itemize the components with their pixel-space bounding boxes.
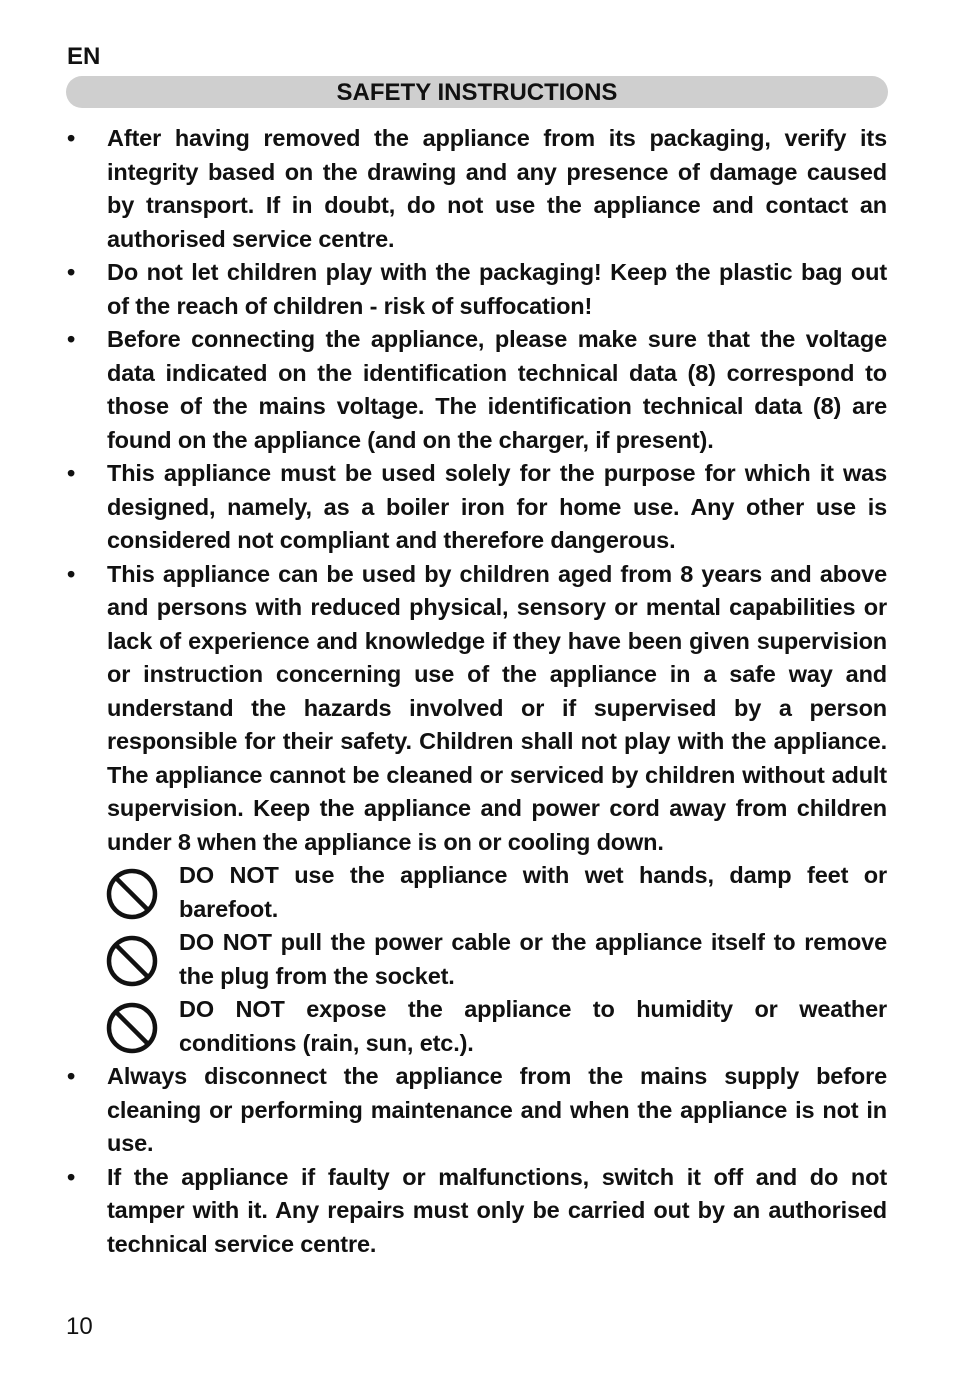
warning-item (179, 993, 887, 1060)
list-item-text: After having removed the appliance from its packaging, verify its integrity based on the drawing and any presence of damage caused by transport. If in doubt, do not use the appliance and contact an authorised service centre. (107, 125, 887, 252)
warning-item (179, 859, 887, 926)
bullet-icon: • (66, 1163, 76, 1190)
list-item-text: This appliance must be used solely for the purpose for which it was designed, namely, as a boiler iron for home use. Any other use is considered not compliant and therefore dangerous. (107, 460, 887, 553)
warning-item (179, 926, 887, 993)
list-item-text: If the appliance if faulty or malfunctions, switch it off and do not tamper with it. Any repairs must only be carried out by an authorised technical service centre. (107, 1163, 887, 1257)
warning-text: DO NOT use the appliance with wet hands, damp feet or barefoot. (179, 862, 887, 922)
list-item (66, 558, 887, 860)
warning-text: DO NOT expose the appliance to humidity or weather conditions (rain, sun, etc.). (179, 996, 887, 1056)
list-item (66, 256, 887, 323)
bullet-icon: • (66, 326, 76, 352)
prohibition-icon (105, 1001, 159, 1055)
list-item-text: This appliance can be used by children aged from 8 years and above and persons with reduced physical, sensory or mental capabilities or lack of experience and knowledge if they have been given supervision or instruction concerning use of the appliance in a safe way and understand the hazards involved or if supervised by a person responsible for their safety. Children shall not play with the appliance. The appliance cannot be cleaned or serviced by children without adult supervision. Keep the appliance and power cord away from children under 8 when the appliance is on or cooling down. (107, 560, 887, 855)
bullet-icon: • (66, 125, 76, 151)
list-item (66, 1161, 887, 1262)
list-item (66, 457, 887, 558)
bullet-icon: • (66, 1063, 76, 1089)
bullet-icon: • (66, 460, 76, 486)
list-item-text: Always disconnect the appliance from the mains supply before cleaning or performing maintenance and when the appliance is not in use. (107, 1063, 887, 1156)
bullet-icon: • (66, 560, 76, 587)
list-item (66, 323, 887, 457)
bullet-icon: • (66, 259, 76, 285)
list-item-text: Before connecting the appliance, please make sure that the voltage data indicated on the identification technical data (8) correspond to those of the mains voltage. The identification technical data (8) are found on the appliance (and on the charger, if present). (107, 326, 887, 453)
page-number: 10 (66, 1313, 93, 1340)
safety-instructions-list (0, 122, 954, 1261)
prohibition-icon (105, 934, 159, 988)
language-label: EN (67, 43, 101, 70)
list-item-text: Do not let children play with the packaging! Keep the plastic bag out of the reach of children - risk of suffocation! (107, 259, 887, 319)
warning-text: DO NOT pull the power cable or the appliance itself to remove the plug from the socket. (179, 929, 887, 989)
list-item (66, 122, 887, 256)
prohibition-icon (105, 867, 159, 921)
list-item (66, 1060, 887, 1161)
section-title: SAFETY INSTRUCTIONS (66, 76, 888, 108)
